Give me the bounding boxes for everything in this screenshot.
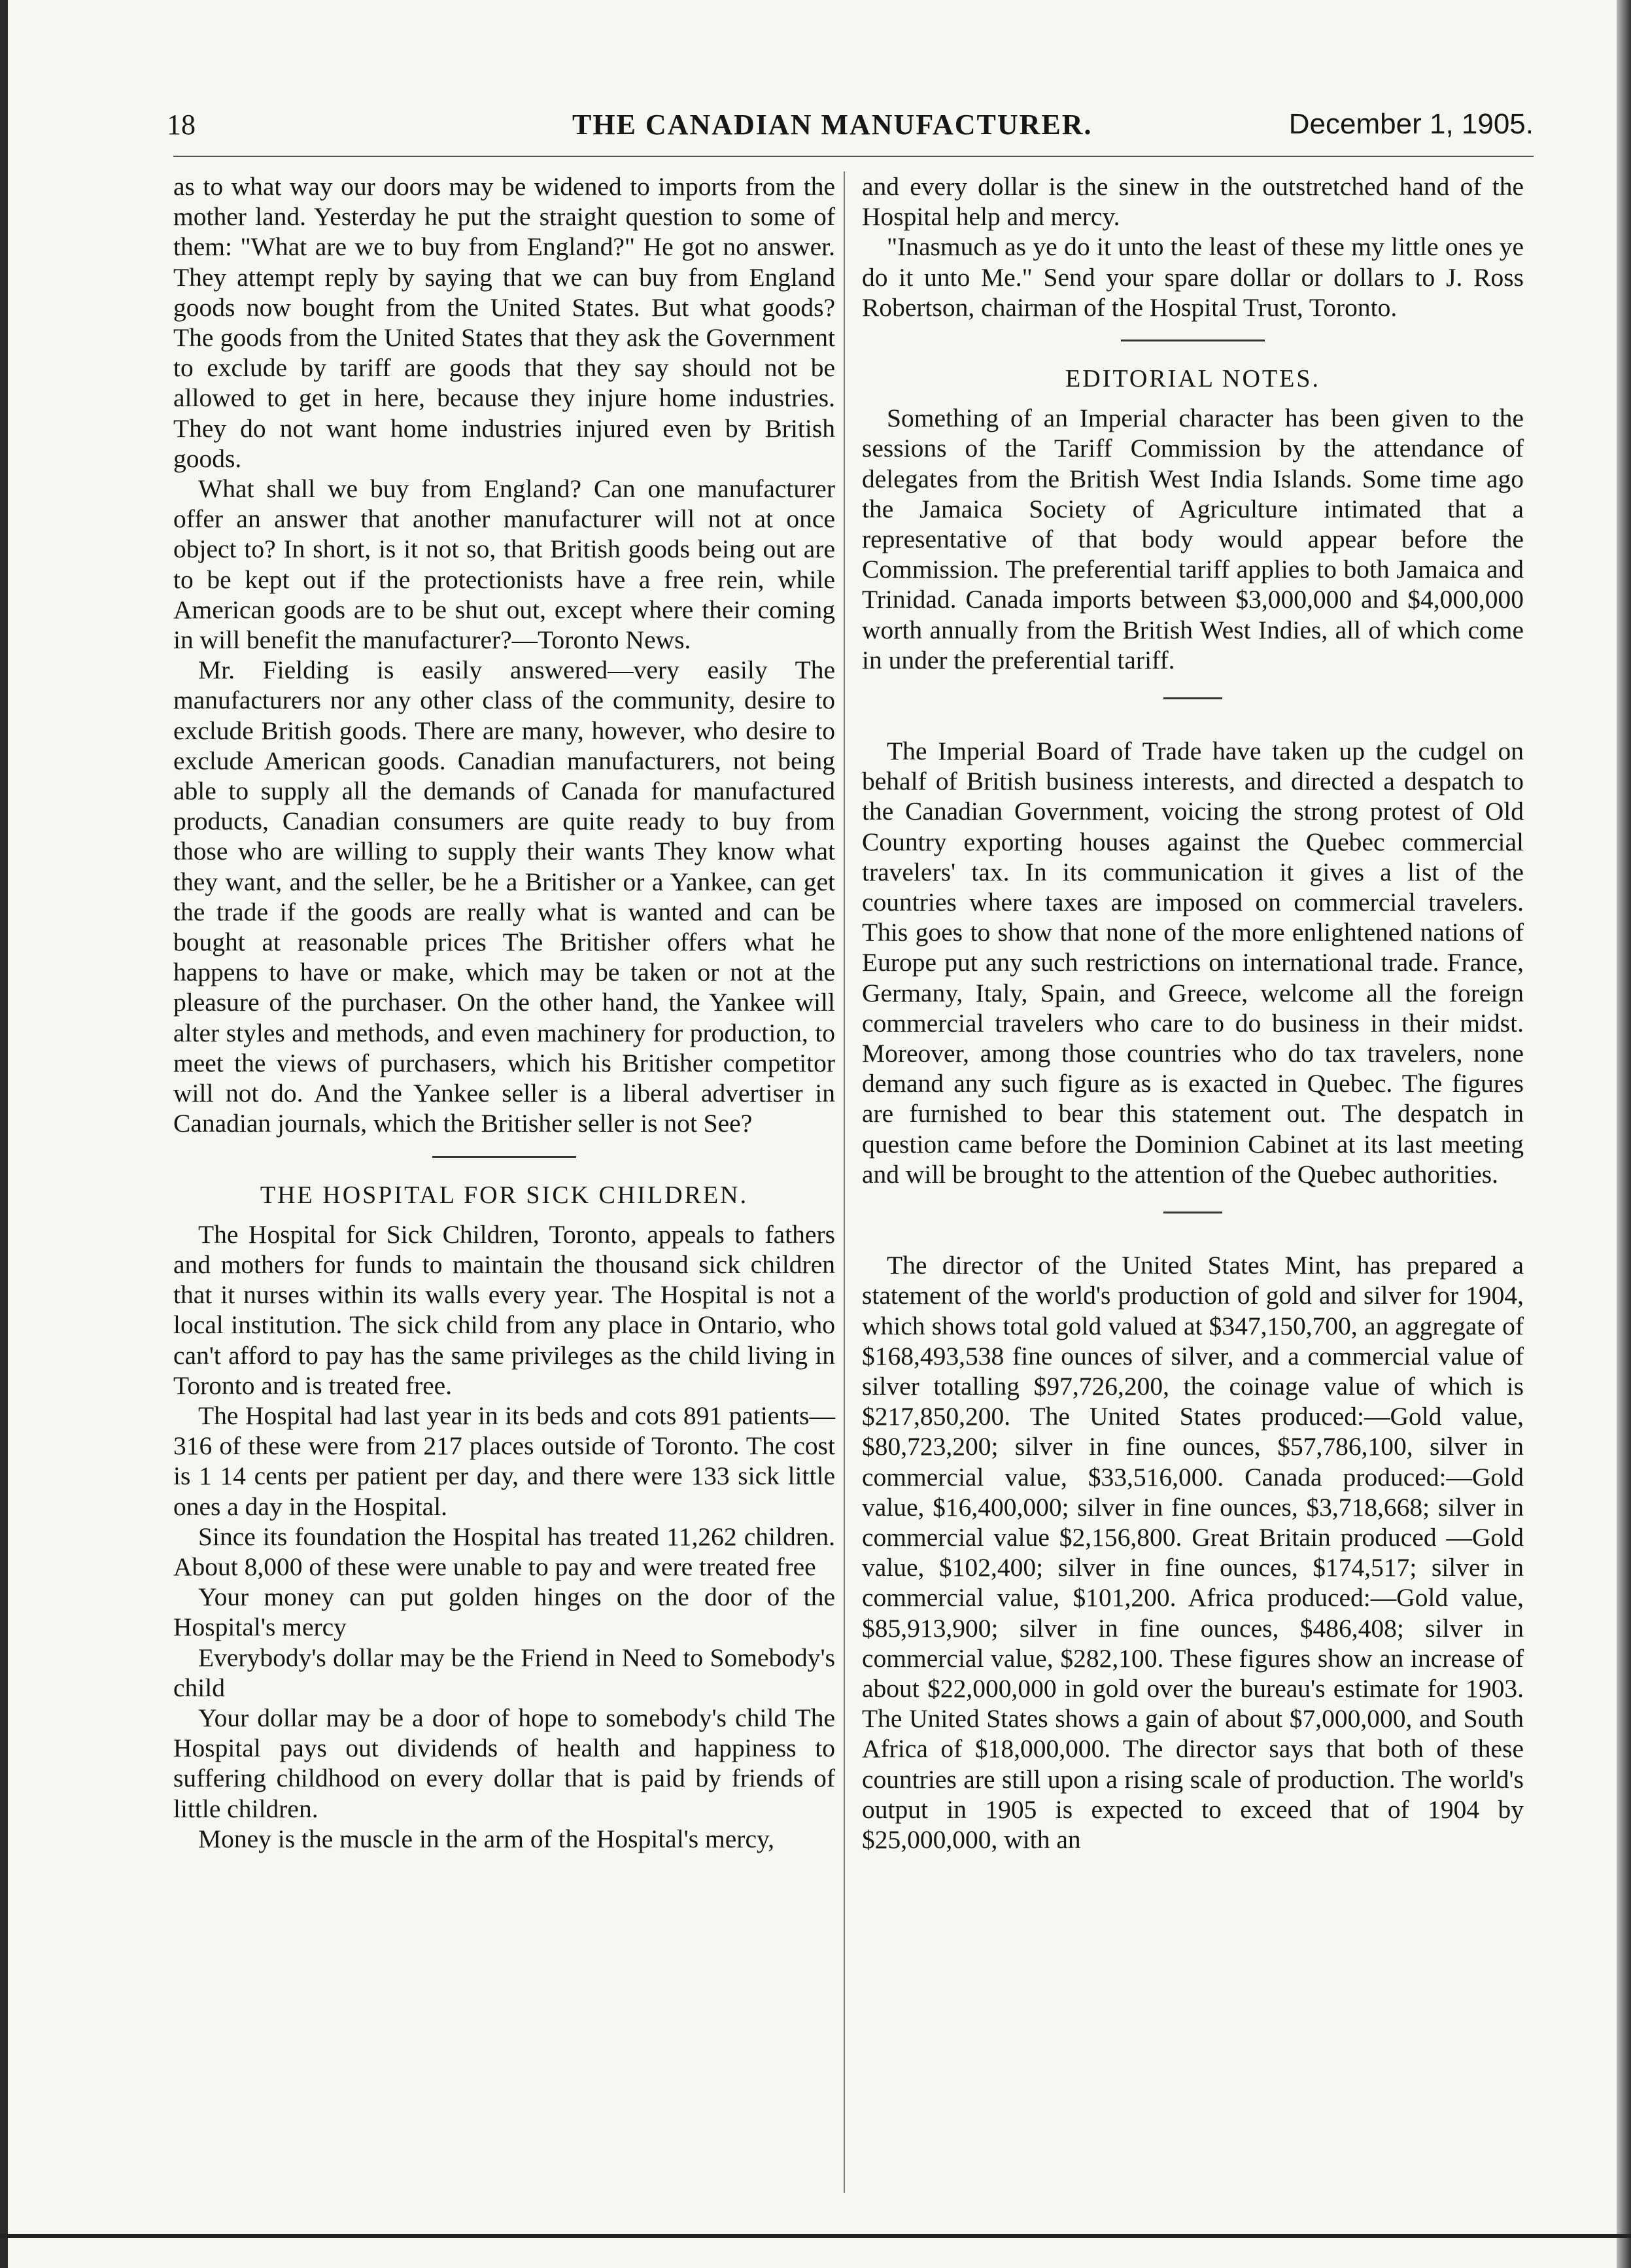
page-header bbox=[167, 108, 1534, 154]
page-scan-edge-right bbox=[1617, 0, 1631, 2268]
article-paragraph: Your money can put golden hinges on the door of the Hospital's mercy bbox=[173, 1582, 835, 1642]
left-column bbox=[173, 171, 835, 1854]
article-paragraph: as to what way our doors may be widened to imports from the mother land. Yesterday he put the straight question to some of them: "What are we to buy from England?" He got no answer. They attempt reply by saying that we can buy from England goods now bought from the United States. But what goods? The goods from the United States that they ask the Government to exclude by tariff are goods that they say should not be allowed to get in here, because they injure home industries. They do not want home industries injured even by British goods. bbox=[173, 172, 835, 473]
right-column bbox=[862, 171, 1524, 1855]
article-paragraph: "Inasmuch as ye do it unto the least of these my little ones ye do it unto Me." Send your spare dollar or dollars to J. Ross Robertson, chairman of the Hospital Trust, Toronto. bbox=[862, 232, 1524, 322]
issue-date: December 1, 1905. bbox=[1288, 108, 1534, 140]
publication-title: THE CANADIAN MANUFACTURER. bbox=[572, 109, 1093, 141]
article-paragraph: The Hospital had last year in its beds and cots 891 patients—316 of these were from 217 places outside of Toronto. The cost is 1 14 cents per patient per day, and there were 133 sick little ones a day in the Hospital. bbox=[173, 1401, 835, 1521]
editorial-heading: EDITORIAL NOTES. bbox=[1065, 365, 1320, 393]
header-rule bbox=[173, 156, 1534, 157]
section-separator bbox=[432, 1156, 576, 1158]
footer-rule bbox=[0, 2234, 1631, 2238]
article-paragraph: and every dollar is the sinew in the outstretched hand of the Hospital help and mercy. bbox=[862, 172, 1524, 232]
page-number: 18 bbox=[167, 109, 196, 141]
article-paragraph: The director of the United States Mint, has prepared a statement of the world's production of gold and silver for 1904, which shows total gold valued at $347,150,700, an aggregate of $168,493,538 fine ounces of silver, and a commercial value of silver totalling $97,726,200, the coinage value of which is $217,850,200. The United States produced:—Gold value, $80,723,200; silver in fine ounces, $57,786,100, silver in commercial value, $33,516,000. Canada produced:—Gold value, $16,400,000; silver in fine ounces, $3,718,668; silver in commercial value $2,156,800. Great Britain produced —Gold value, $102,400; silver in fine ounces, $174,517; silver in commercial value, $101,200. Africa produced:—Gold value, $85,913,900; silver in fine ounces, $486,408; silver in commercial value, $282,100. These figures show an increase of about $22,000,000 in gold over the bureau's estimate for 1903. The United States shows a gain of about $7,000,000, and South Africa of $18,000,000. The director says that both of these countries are still upon a rising scale of production. The world's output in 1905 is expected to exceed that of 1904 by $25,000,000, with an bbox=[862, 1251, 1524, 1854]
article-paragraph: The Hospital for Sick Children, Toronto, appeals to fathers and mothers for funds to maintain the thousand sick children that it nurses within its walls every year. The Hospital is not a local institution. The sick child from any place in Ontario, who can't afford to pay has the same privileges as the child living in Toronto and is treated free. bbox=[173, 1219, 835, 1400]
article-paragraph: Mr. Fielding is easily answered—very easily The manufacturers nor any other class of the community, desire to exclude British goods. There are many, however, who desire to exclude American goods. Canadian manufacturers, not being able to supply all the demands of Canada for manufactured products, Canadian consumers are quite ready to buy from those who are willing to supply their wants They know what they want, and the seller, be he a Britisher or a Yankee, can get the trade if the goods are really what is wanted and can be bought at reasonable prices The Britisher offers what he happens to have or make, which may be taken or not at the pleasure of the purchaser. On the other hand, the Yankee will alter styles and methods, and even machinery for production, to meet the views of purchasers, which his Britisher competitor will not do. And the Yankee seller is a liberal advertiser in Canadian journals, which the Britisher seller is not See? bbox=[173, 655, 835, 1138]
article-paragraph: Money is the muscle in the arm of the Hospital's mercy, bbox=[198, 1824, 775, 1853]
article-paragraph: The Imperial Board of Trade have taken up the cudgel on behalf of British business interests, and directed a despatch to the Canadian Government, voicing the strong protest of Old Country exporting houses against the Quebec commercial travelers' tax. In its communication it gives a list of the countries where taxes are imposed on commercial travelers. This goes to show that none of the more enlightened nations of Europe put any such restrictions on international trade. France, Germany, Italy, Spain, and Greece, welcome all the foreign commercial travelers who care to do business in their midst. Moreover, among those countries who do tax travelers, none demand any such figure as is exacted in Quebec. The figures are furnished to bear this statement out. The despatch in question came before the Dominion Cabinet at its last meeting and will be brought to the attention of the Quebec authorities. bbox=[862, 737, 1524, 1189]
hospital-heading: THE HOSPITAL FOR SICK CHILDREN. bbox=[260, 1181, 749, 1209]
article-paragraph: What shall we buy from England? Can one manufacturer offer an answer that another manufacturer will not at once object to? In short, is it not so, that British goods being out are to be kept out if the protectionists have a free rein, while American goods are to be shut out, except where their coming in will benefit the manufacturer?—Toronto News. bbox=[173, 474, 835, 655]
column-divider bbox=[844, 171, 845, 2193]
article-paragraph: Everybody's dollar may be the Friend in Need to Somebody's child bbox=[173, 1643, 835, 1702]
section-separator bbox=[1163, 697, 1222, 699]
page-scan-edge-left bbox=[0, 0, 8, 2268]
section-separator bbox=[1121, 340, 1265, 341]
article-paragraph: Your dollar may be a door of hope to somebody's child The Hospital pays out dividends of health and happiness to suffering childhood on every dollar that is paid by friends of little children. bbox=[173, 1703, 835, 1823]
article-paragraph: Something of an Imperial character has been given to the sessions of the Tariff Commission by the attendance of delegates from the British West India Islands. Some time ago the Jamaica Society of Agriculture intimated that a representative of that body would appear before the Commission. The preferential tariff applies to both Jamaica and Trinidad. Canada imports between $3,000,000 and $4,000,000 worth annually from the British West Indies, all of which come in under the preferential tariff. bbox=[862, 404, 1524, 674]
article-paragraph: Since its foundation the Hospital has treated 11,262 children. About 8,000 of these were unable to pay and were treated free bbox=[173, 1522, 835, 1581]
section-separator bbox=[1163, 1212, 1222, 1213]
